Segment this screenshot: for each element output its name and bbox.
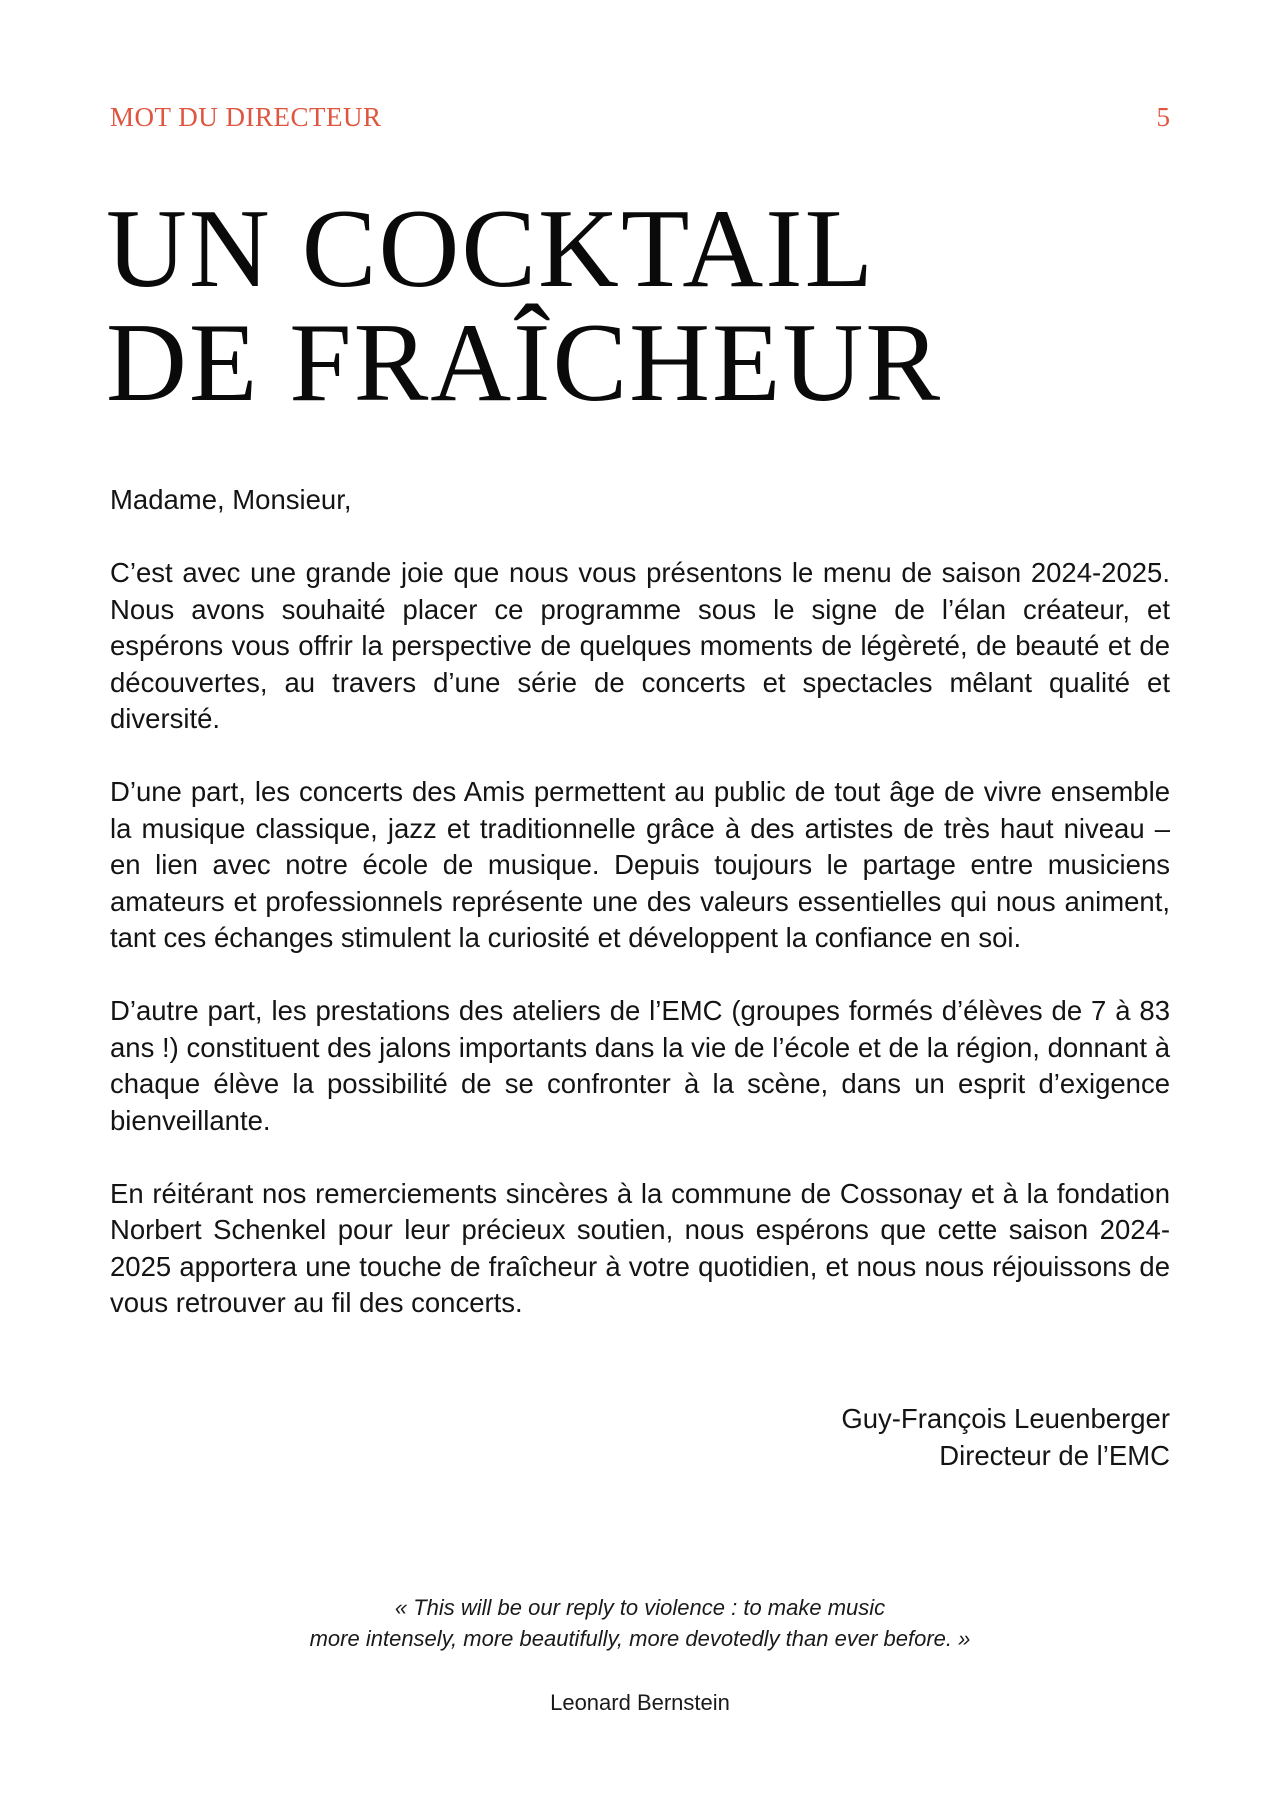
paragraph-intro: C’est avec une grande joie que nous vous présentons le menu de saison 2024-2025. Nous avons souhaité placer ce programme sous le signe de l’élan créateur, et espérons vous offrir la perspective de quelques moments de légèreté, de beauté et de découvertes, au travers d’une série de concerts et spectacles mêlant qualité et diversité. xyxy=(110,557,1170,734)
signature-role: Directeur de l’EMC xyxy=(939,1440,1170,1471)
signature-block xyxy=(841,1400,1170,1474)
signature-name: Guy-François Leuenberger xyxy=(841,1403,1170,1434)
paragraph-concerts: D’une part, les concerts des Amis permettent au public de tout âge de vivre ensemble la musique classique, jazz et traditionnelle grâce à des artistes de très haut niveau – en lien avec notre école de musique. Depuis toujours le partage entre musiciens amateurs et professionnels représente une des valeurs essentielles qui nous animent, tant ces échanges stimulent la curiosité et développent la confiance en soi. xyxy=(110,776,1170,953)
quote xyxy=(110,1592,1170,1654)
letter-body xyxy=(110,482,1170,1358)
page-title-line-2: DE FRAÎCHEUR xyxy=(106,301,943,425)
page-number: 5 xyxy=(1156,102,1170,132)
page-title-line-1: UN COCKTAIL xyxy=(106,187,875,311)
page-header xyxy=(110,102,1170,136)
paragraph-ateliers: D’autre part, les prestations des ateliers de l’EMC (groupes formés d’élèves de 7 à 83 ans !) constituent des jalons importants dans la vie de l’école et de la région, donnant à chaque élève la possibilité de se confronter à la scène, dans un esprit d’exigence bienveillante. xyxy=(110,995,1170,1136)
quote-line-1: « This will be our reply to violence : to make music xyxy=(394,1595,886,1620)
quote-author: Leonard Bernstein xyxy=(550,1690,730,1715)
quote-line-2: more intensely, more beautifully, more devotedly than ever before. » xyxy=(309,1626,971,1651)
page-title xyxy=(106,187,1206,425)
paragraph-thanks: En réitérant nos remerciements sincères à la commune de Cossonay et à la fondation Norbert Schenkel pour leur précieux soutien, nous espérons que cette saison 2024-2025 apportera une touche de fraîcheur à votre quotidien, et nous nous réjouissons de vous retrouver au fil des concerts. xyxy=(110,1177,1170,1318)
section-label: MOT DU DIRECTEUR xyxy=(110,102,382,132)
salutation: Madame, Monsieur, xyxy=(110,484,352,515)
